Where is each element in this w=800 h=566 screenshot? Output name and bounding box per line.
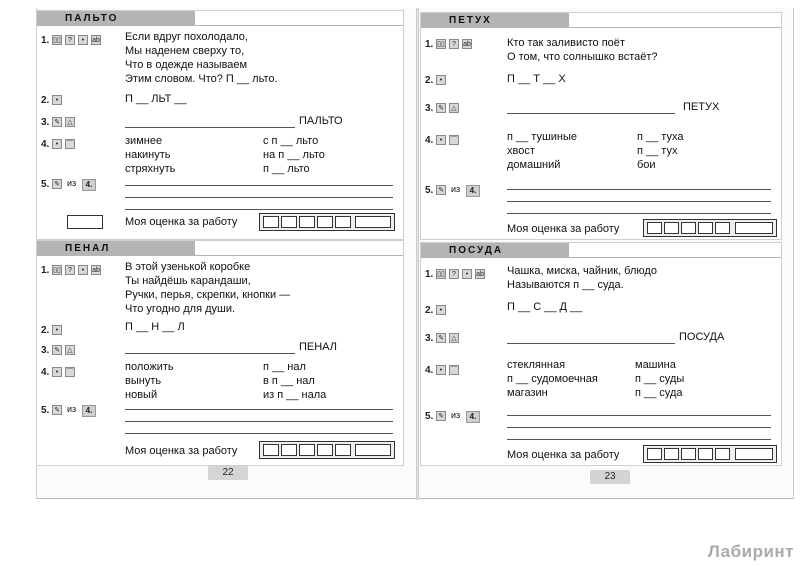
letters-icon: ab	[463, 41, 471, 48]
dot-icon: •	[52, 325, 62, 335]
grade-label: Моя оценка за работу	[507, 223, 620, 235]
task-2-number: 2.	[41, 95, 50, 106]
writing-line-3[interactable]	[125, 209, 393, 210]
dot-icon: •	[436, 305, 446, 315]
riddle-line-2: Мы наденем сверху то,	[125, 45, 245, 57]
grade-box-wide[interactable]	[735, 448, 773, 460]
card-palto	[36, 10, 404, 240]
riddle-line-1: Чашка, миска, чайник, блюдо	[507, 265, 657, 277]
dot-icon: •	[78, 265, 88, 275]
book-icon: ▯▯	[53, 37, 61, 44]
phrase-left-1: зимнее	[125, 135, 163, 147]
question-icon: ?	[449, 269, 459, 279]
answer-line[interactable]	[507, 343, 675, 344]
grade-box[interactable]	[335, 444, 351, 456]
question-icon: ?	[449, 39, 459, 49]
grade-box[interactable]	[664, 222, 679, 234]
phrase-right-1: п __ туха	[637, 131, 684, 143]
phrase-left-3: новый	[125, 389, 158, 401]
answer-line[interactable]	[507, 113, 675, 114]
answer-line[interactable]	[125, 353, 295, 354]
grade-box[interactable]	[664, 448, 679, 460]
grade-box[interactable]	[647, 222, 662, 234]
from-label: из	[67, 404, 77, 414]
watermark-logo: Лабиринт	[707, 542, 794, 561]
card-penal	[36, 240, 404, 466]
task-5-number: 5.	[41, 179, 50, 190]
task-1-number: 1.	[41, 265, 50, 276]
dot-icon: •	[78, 35, 88, 45]
book-icon: ▯▯	[437, 41, 445, 48]
answer-line[interactable]	[125, 127, 295, 128]
page-number-left: 22	[208, 466, 248, 480]
question-icon: ?	[65, 35, 75, 45]
task-2-number: 2.	[41, 325, 50, 336]
letter-pattern: П __ ЛЬТ __	[125, 93, 187, 105]
from-label: из	[451, 410, 461, 420]
dot-icon: •	[436, 135, 446, 145]
phrase-left-1: п __ тушиные	[507, 131, 578, 143]
pencil-icon: ✎	[52, 405, 62, 415]
grade-label: Моя оценка за работу	[125, 216, 238, 228]
task-3-number: 3.	[425, 103, 434, 114]
phrase-right-3: п __ суда	[635, 387, 683, 399]
phrase-right-2: п __ тух	[637, 145, 678, 157]
from-label: из	[67, 178, 77, 188]
card-title: ПОСУДА	[421, 243, 569, 258]
warning-icon: △	[449, 333, 459, 343]
riddle-line-4: Что угодно для души.	[125, 303, 236, 315]
answer-word: ПОСУДА	[679, 331, 725, 343]
riddle-line-3: Ручки, перья, скрепки, кнопки —	[125, 289, 291, 301]
card-title: ПАЛЬТО	[37, 11, 195, 26]
card-petukh	[420, 12, 782, 240]
task-3-number: 3.	[41, 345, 50, 356]
dot-icon: •	[52, 367, 62, 377]
answer-word: ПЕТУХ	[683, 101, 720, 113]
task-5-number: 5.	[425, 185, 434, 196]
phrase-left-3: домашний	[507, 159, 561, 171]
phrase-left-2: вынуть	[125, 375, 162, 387]
task-5-number: 5.	[41, 405, 50, 416]
phrase-right-3: п __ льто	[263, 163, 310, 175]
grade-empty-frame	[67, 215, 103, 229]
task-5-number: 5.	[425, 411, 434, 422]
writing-line-1[interactable]	[507, 189, 771, 190]
grade-box[interactable]	[681, 222, 696, 234]
card-posuda	[420, 242, 782, 466]
phrase-left-2: хвост	[507, 145, 535, 157]
phrase-right-1: машина	[635, 359, 676, 371]
from-label: из	[451, 184, 461, 194]
dot-icon: •	[462, 269, 472, 279]
riddle-line-2: Ты найдёшь карандаши,	[125, 275, 251, 287]
riddle-line-1: Кто так заливисто поёт	[507, 37, 625, 49]
writing-line-1[interactable]	[125, 409, 393, 410]
card-title: ПЕТУХ	[421, 13, 569, 28]
grade-box[interactable]	[299, 444, 315, 456]
task-1-number: 1.	[425, 269, 434, 280]
letters-icon: ab	[92, 267, 100, 274]
pencil-icon: ✎	[436, 185, 446, 195]
grade-box[interactable]	[281, 444, 297, 456]
phrase-right-3: из п __ нала	[263, 389, 327, 401]
grade-box[interactable]	[281, 216, 297, 228]
writing-line-3[interactable]	[507, 213, 771, 214]
grade-box[interactable]	[317, 444, 333, 456]
grade-box[interactable]	[715, 448, 730, 460]
writing-line-2[interactable]	[125, 421, 393, 422]
riddle-line-1: В этой узенькой коробке	[125, 261, 251, 273]
letter-pattern: П __ С __ Д __	[507, 301, 583, 313]
task-4-number: 4.	[425, 135, 434, 146]
task-ref-badge: 4.	[82, 405, 96, 417]
writing-line-1[interactable]	[125, 185, 393, 186]
riddle-line-2: Называются п __ суда.	[507, 279, 624, 291]
grade-box[interactable]	[681, 448, 696, 460]
warning-icon: △	[65, 345, 75, 355]
letter-pattern: П __ Н __ Л	[125, 321, 185, 333]
grade-box-wide[interactable]	[735, 222, 773, 234]
phrase-right-1: п __ нал	[263, 361, 306, 373]
grade-box[interactable]	[647, 448, 662, 460]
task-2-number: 2.	[425, 75, 434, 86]
task-ref-badge: 4.	[466, 411, 480, 423]
writing-line-3[interactable]	[507, 439, 771, 440]
task-4-number: 4.	[425, 365, 434, 376]
dot-icon: •	[436, 365, 446, 375]
writing-line-2[interactable]	[507, 427, 771, 428]
arc-icon: ⌒	[66, 369, 74, 376]
grade-box[interactable]	[335, 216, 351, 228]
grade-box[interactable]	[299, 216, 315, 228]
writing-line-2[interactable]	[507, 201, 771, 202]
phrase-right-2: на п __ льто	[263, 149, 325, 161]
pencil-icon: ✎	[436, 411, 446, 421]
grade-box[interactable]	[698, 222, 713, 234]
task-1-number: 1.	[41, 35, 50, 46]
arc-icon: ⌒	[450, 367, 458, 374]
grade-label: Моя оценка за работу	[125, 445, 238, 457]
dot-icon: •	[52, 139, 62, 149]
answer-word: ПАЛЬТО	[299, 115, 343, 127]
pencil-icon: ✎	[52, 345, 62, 355]
book-spine	[416, 8, 419, 500]
pencil-icon: ✎	[436, 103, 446, 113]
letters-icon: ab	[92, 37, 100, 44]
grade-box[interactable]	[698, 448, 713, 460]
riddle-line-2: О том, что солнышко встаёт?	[507, 51, 658, 63]
task-4-number: 4.	[41, 139, 50, 150]
grade-box[interactable]	[317, 216, 333, 228]
arc-icon: ⌒	[450, 137, 458, 144]
task-3-number: 3.	[425, 333, 434, 344]
riddle-line-3: Что в одежде называем	[125, 59, 248, 71]
task-2-number: 2.	[425, 305, 434, 316]
riddle-line-4: Этим словом. Что? П __ льто.	[125, 73, 278, 85]
page-number-right: 23	[590, 470, 630, 484]
phrase-right-3: бои	[637, 159, 656, 171]
question-icon: ?	[65, 265, 75, 275]
task-ref-badge: 4.	[466, 185, 480, 197]
writing-line-3[interactable]	[125, 433, 393, 434]
warning-icon: △	[449, 103, 459, 113]
writing-line-2[interactable]	[125, 197, 393, 198]
letters-icon: ab	[476, 271, 484, 278]
grade-box[interactable]	[263, 216, 279, 228]
grade-box[interactable]	[263, 444, 279, 456]
pencil-icon: ✎	[52, 179, 62, 189]
grade-box-wide[interactable]	[355, 444, 391, 456]
phrase-right-1: с п __ льто	[263, 135, 319, 147]
card-title: ПЕНАЛ	[37, 241, 195, 256]
pencil-icon: ✎	[52, 117, 62, 127]
phrase-left-3: магазин	[507, 387, 548, 399]
phrase-left-1: стеклянная	[507, 359, 566, 371]
task-3-number: 3.	[41, 117, 50, 128]
phrase-left-3: стряхнуть	[125, 163, 176, 175]
grade-box-wide[interactable]	[355, 216, 391, 228]
task-1-number: 1.	[425, 39, 434, 50]
phrase-left-1: положить	[125, 361, 174, 373]
task-ref-badge: 4.	[82, 179, 96, 191]
arc-icon: ⌒	[66, 141, 74, 148]
book-icon: ▯▯	[437, 271, 445, 278]
book-icon: ▯▯	[53, 267, 61, 274]
grade-label: Моя оценка за работу	[507, 449, 620, 461]
dot-icon: •	[52, 95, 62, 105]
dot-icon: •	[436, 75, 446, 85]
writing-line-1[interactable]	[507, 415, 771, 416]
grade-box[interactable]	[715, 222, 730, 234]
task-4-number: 4.	[41, 367, 50, 378]
letter-pattern: П __ Т __ Х	[507, 73, 566, 85]
phrase-right-2: п __ суды	[635, 373, 685, 385]
phrase-left-2: п __ судомоечная	[507, 373, 598, 385]
pencil-icon: ✎	[436, 333, 446, 343]
warning-icon: △	[65, 117, 75, 127]
answer-word: ПЕНАЛ	[299, 341, 337, 353]
phrase-left-2: накинуть	[125, 149, 171, 161]
riddle-line-1: Если вдруг похолодало,	[125, 31, 248, 43]
phrase-right-2: в п __ нал	[263, 375, 315, 387]
